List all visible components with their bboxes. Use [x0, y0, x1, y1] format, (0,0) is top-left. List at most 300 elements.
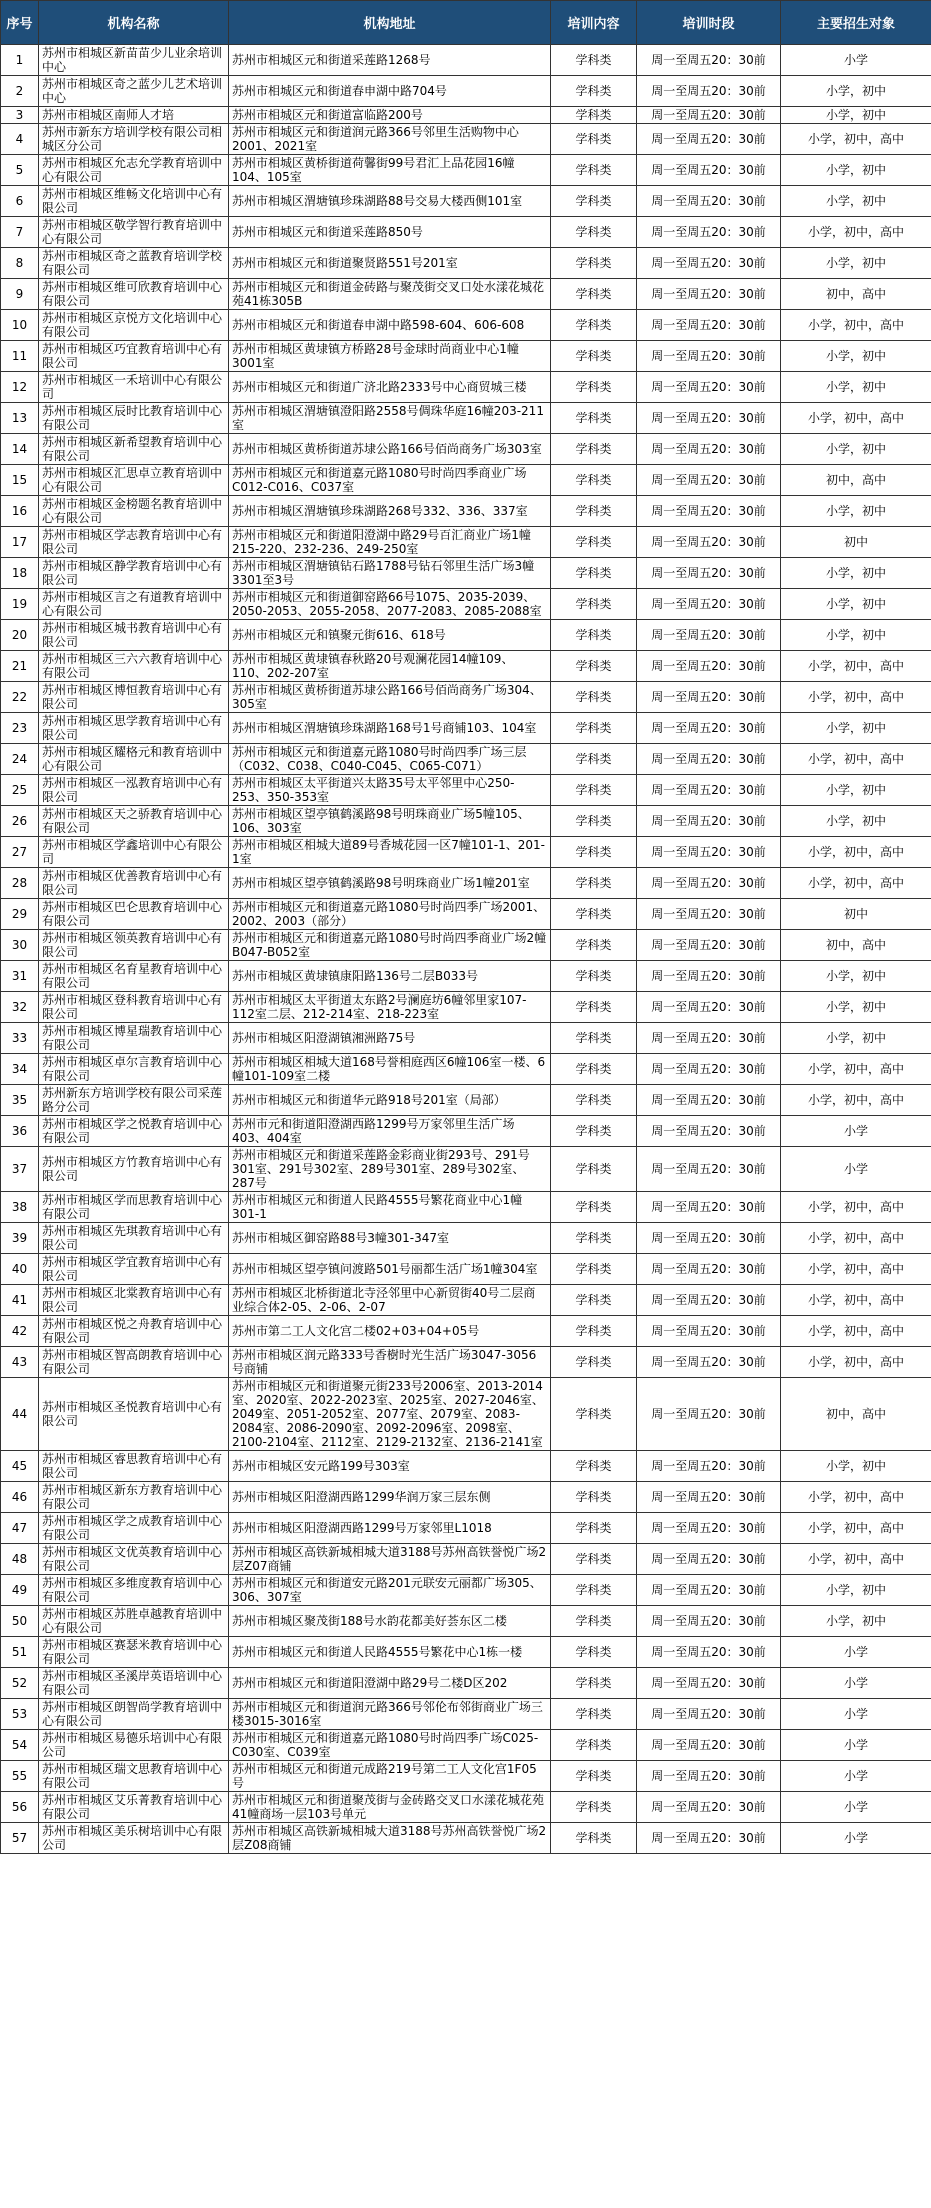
table-row — [1, 155, 931, 186]
row-no: 27 — [1, 837, 39, 868]
row-time: 周一至周五20：30前 — [637, 1192, 781, 1223]
row-target: 小学，初中 — [781, 496, 931, 527]
row-name: 苏州市相城区耀格元和教育培训中心有限公司 — [39, 744, 229, 775]
row-target: 初中，高中 — [781, 930, 931, 961]
row-name: 苏州市相城区辰时比教育培训中心有限公司 — [39, 403, 229, 434]
row-target: 小学，初中 — [781, 1575, 931, 1606]
row-no: 35 — [1, 1085, 39, 1116]
header-content: 培训内容 — [551, 1, 637, 45]
row-no: 47 — [1, 1513, 39, 1544]
row-time: 周一至周五20：30前 — [637, 868, 781, 899]
row-content: 学科类 — [551, 1730, 637, 1761]
row-target: 小学，初中 — [781, 558, 931, 589]
row-target: 小学，初中，高中 — [781, 1482, 931, 1513]
row-name: 苏州市相城区博恒教育培训中心有限公司 — [39, 682, 229, 713]
row-target: 小学，初中，高中 — [781, 1285, 931, 1316]
row-content: 学科类 — [551, 1513, 637, 1544]
row-time: 周一至周五20：30前 — [637, 1792, 781, 1823]
row-time: 周一至周五20：30前 — [637, 1823, 781, 1854]
row-no: 18 — [1, 558, 39, 589]
row-name: 苏州市相城区多维度教育培训中心有限公司 — [39, 1575, 229, 1606]
row-content: 学科类 — [551, 1637, 637, 1668]
header-address: 机构地址 — [229, 1, 551, 45]
table-row — [1, 1575, 931, 1606]
row-content: 学科类 — [551, 279, 637, 310]
row-name: 苏州市相城区悦之舟教育培训中心有限公司 — [39, 1316, 229, 1347]
row-content: 学科类 — [551, 713, 637, 744]
row-name: 苏州市相城区一泓教育培训中心有限公司 — [39, 775, 229, 806]
row-time: 周一至周五20：30前 — [637, 961, 781, 992]
row-name: 苏州市相城区新苗苗少儿业余培训中心 — [39, 45, 229, 76]
row-name: 苏州市相城区一禾培训中心有限公司 — [39, 372, 229, 403]
table-row — [1, 1823, 931, 1854]
row-name: 苏州市相城区博星瑞教育培训中心有限公司 — [39, 1023, 229, 1054]
row-address: 苏州市相城区望亭镇鹤溪路98号明珠商业广场5幢105、106、303室 — [229, 806, 551, 837]
row-name: 苏州市相城区苏胜卓越教育培训中心有限公司 — [39, 1606, 229, 1637]
row-no: 22 — [1, 682, 39, 713]
table-row — [1, 107, 931, 124]
row-name: 苏州市相城区巧宜教育培训中心有限公司 — [39, 341, 229, 372]
table-row — [1, 1451, 931, 1482]
row-name: 苏州市相城区学之悦教育培训中心有限公司 — [39, 1116, 229, 1147]
row-time: 周一至周五20：30前 — [637, 589, 781, 620]
row-content: 学科类 — [551, 341, 637, 372]
row-name: 苏州市相城区金榜题名教育培训中心有限公司 — [39, 496, 229, 527]
row-content: 学科类 — [551, 744, 637, 775]
row-name: 苏州市相城区南师人才培 — [39, 107, 229, 124]
row-time: 周一至周五20：30前 — [637, 1761, 781, 1792]
row-content: 学科类 — [551, 1378, 637, 1451]
row-no: 17 — [1, 527, 39, 558]
row-time: 周一至周五20：30前 — [637, 899, 781, 930]
row-target: 小学，初中 — [781, 1606, 931, 1637]
table-row — [1, 279, 931, 310]
row-target: 小学，初中，高中 — [781, 837, 931, 868]
row-no: 24 — [1, 744, 39, 775]
row-content: 学科类 — [551, 1606, 637, 1637]
row-no: 42 — [1, 1316, 39, 1347]
row-target: 小学，初中 — [781, 806, 931, 837]
row-no: 12 — [1, 372, 39, 403]
row-time: 周一至周五20：30前 — [637, 1054, 781, 1085]
row-content: 学科类 — [551, 930, 637, 961]
row-target: 小学，初中 — [781, 992, 931, 1023]
row-no: 43 — [1, 1347, 39, 1378]
row-address: 苏州市相城区黄埭镇春秋路20号观澜花园14幢109、110、202-207室 — [229, 651, 551, 682]
row-address: 苏州市相城区黄桥街道苏埭公路166号佰尚商务广场303室 — [229, 434, 551, 465]
row-name: 苏州市相城区汇思卓立教育培训中心有限公司 — [39, 465, 229, 496]
table-row — [1, 527, 931, 558]
table-row — [1, 961, 931, 992]
row-time: 周一至周五20：30前 — [637, 1347, 781, 1378]
row-content: 学科类 — [551, 775, 637, 806]
row-name: 苏州市相城区京悦方文化培训中心有限公司 — [39, 310, 229, 341]
row-target: 小学，初中，高中 — [781, 1192, 931, 1223]
row-no: 20 — [1, 620, 39, 651]
row-content: 学科类 — [551, 651, 637, 682]
table-row — [1, 558, 931, 589]
table-row — [1, 372, 931, 403]
row-time: 周一至周五20：30前 — [637, 992, 781, 1023]
row-no: 57 — [1, 1823, 39, 1854]
table-row — [1, 1192, 931, 1223]
row-no: 6 — [1, 186, 39, 217]
table-row — [1, 310, 931, 341]
row-content: 学科类 — [551, 1023, 637, 1054]
row-name: 苏州市相城区维畅文化培训中心有限公司 — [39, 186, 229, 217]
table-row — [1, 682, 931, 713]
row-content: 学科类 — [551, 1668, 637, 1699]
row-time: 周一至周五20：30前 — [637, 1023, 781, 1054]
row-no: 15 — [1, 465, 39, 496]
row-address: 苏州市相城区相城大道89号香城花园一区7幢101-1、201-1室 — [229, 837, 551, 868]
row-no: 32 — [1, 992, 39, 1023]
row-address: 苏州市相城区望亭镇鹤溪路98号明珠商业广场1幢201室 — [229, 868, 551, 899]
row-name: 苏州市相城区奇之蓝教育培训学校有限公司 — [39, 248, 229, 279]
table-row — [1, 620, 931, 651]
row-target: 小学，初中，高中 — [781, 1544, 931, 1575]
table-row — [1, 1544, 931, 1575]
row-target: 初中 — [781, 899, 931, 930]
row-no: 11 — [1, 341, 39, 372]
row-time: 周一至周五20：30前 — [637, 186, 781, 217]
row-name: 苏州市相城区思学教育培训中心有限公司 — [39, 713, 229, 744]
table-row — [1, 403, 931, 434]
row-address: 苏州市相城区阳澄湖西路1299华润万家三层东侧 — [229, 1482, 551, 1513]
row-no: 51 — [1, 1637, 39, 1668]
table-row — [1, 341, 931, 372]
header-time: 培训时段 — [637, 1, 781, 45]
row-no: 2 — [1, 76, 39, 107]
header-row — [1, 1, 931, 45]
table-row — [1, 713, 931, 744]
row-target: 小学，初中，高中 — [781, 1316, 931, 1347]
row-time: 周一至周五20：30前 — [637, 1116, 781, 1147]
row-no: 52 — [1, 1668, 39, 1699]
row-content: 学科类 — [551, 1223, 637, 1254]
table-row — [1, 1023, 931, 1054]
row-content: 学科类 — [551, 868, 637, 899]
row-time: 周一至周五20：30前 — [637, 930, 781, 961]
row-target: 小学，初中 — [781, 589, 931, 620]
row-target: 小学，初中，高中 — [781, 1223, 931, 1254]
table-row — [1, 1606, 931, 1637]
table-row — [1, 217, 931, 248]
row-address: 苏州市相城区渭塘镇珍珠湖路268号332、336、337室 — [229, 496, 551, 527]
row-target: 小学，初中 — [781, 713, 931, 744]
row-address: 苏州市相城区聚茂街188号水韵花都美好荟东区二楼 — [229, 1606, 551, 1637]
row-address: 苏州市相城区元和街道阳澄湖中路29号二楼D区202 — [229, 1668, 551, 1699]
table-row — [1, 1054, 931, 1085]
row-time: 周一至周五20：30前 — [637, 775, 781, 806]
row-address: 苏州市相城区黄埭镇康阳路136号二层B033号 — [229, 961, 551, 992]
row-content: 学科类 — [551, 1085, 637, 1116]
row-content: 学科类 — [551, 465, 637, 496]
table-row — [1, 434, 931, 465]
row-target: 小学 — [781, 1730, 931, 1761]
row-address: 苏州市相城区安元路199号303室 — [229, 1451, 551, 1482]
table-row — [1, 45, 931, 76]
row-content: 学科类 — [551, 899, 637, 930]
row-name: 苏州市相城区赛瑟米教育培训中心有限公司 — [39, 1637, 229, 1668]
row-time: 周一至周五20：30前 — [637, 651, 781, 682]
row-time: 周一至周五20：30前 — [637, 1147, 781, 1192]
row-address: 苏州市相城区元和镇聚元街616、618号 — [229, 620, 551, 651]
row-address: 苏州市相城区元和街道润元路366号邻伦布邻街商业广场三楼3015-3016室 — [229, 1699, 551, 1730]
table-row — [1, 248, 931, 279]
row-address: 苏州市相城区渭塘镇珍珠湖路88号交易大楼西侧101室 — [229, 186, 551, 217]
row-no: 16 — [1, 496, 39, 527]
row-no: 21 — [1, 651, 39, 682]
row-name: 苏州市相城区允志允学教育培训中心有限公司 — [39, 155, 229, 186]
row-no: 38 — [1, 1192, 39, 1223]
row-time: 周一至周五20：30前 — [637, 124, 781, 155]
row-address: 苏州市相城区高铁新城相城大道3188号苏州高铁誉悦广场2层Z07商铺 — [229, 1544, 551, 1575]
row-target: 小学，初中 — [781, 1451, 931, 1482]
row-content: 学科类 — [551, 45, 637, 76]
row-name: 苏州市相城区领英教育培训中心有限公司 — [39, 930, 229, 961]
row-time: 周一至周五20：30前 — [637, 496, 781, 527]
table-row — [1, 76, 931, 107]
row-target: 小学，初中，高中 — [781, 403, 931, 434]
row-no: 5 — [1, 155, 39, 186]
table-row — [1, 465, 931, 496]
row-address: 苏州市相城区渭塘镇澄阳路2558号倜珠华庭16幢203-211室 — [229, 403, 551, 434]
row-address: 苏州市相城区高铁新城相城大道3188号苏州高铁誉悦广场2层Z08商铺 — [229, 1823, 551, 1854]
row-name: 苏州市相城区艾乐菁教育培训中心有限公司 — [39, 1792, 229, 1823]
row-no: 49 — [1, 1575, 39, 1606]
row-address: 苏州市相城区元和街道富临路200号 — [229, 107, 551, 124]
row-name: 苏州市相城区卓尔言教育培训中心有限公司 — [39, 1054, 229, 1085]
row-address: 苏州市相城区元和街道采莲路金彩商业街293号、291号301室、291号302室、289号301室、289号302室、287号 — [229, 1147, 551, 1192]
row-name: 苏州市相城区学志教育培训中心有限公司 — [39, 527, 229, 558]
row-target: 小学，初中，高中 — [781, 651, 931, 682]
table-row — [1, 1730, 931, 1761]
row-target: 小学，初中 — [781, 155, 931, 186]
row-content: 学科类 — [551, 1544, 637, 1575]
row-target: 小学，初中 — [781, 775, 931, 806]
row-target: 小学 — [781, 1147, 931, 1192]
row-target: 小学 — [781, 1668, 931, 1699]
row-time: 周一至周五20：30前 — [637, 682, 781, 713]
row-target: 小学，初中 — [781, 961, 931, 992]
row-target: 小学，初中，高中 — [781, 1254, 931, 1285]
row-target: 小学 — [781, 1761, 931, 1792]
row-no: 55 — [1, 1761, 39, 1792]
row-name: 苏州市相城区先琪教育培训中心有限公司 — [39, 1223, 229, 1254]
row-address: 苏州市相城区元和街道润元路366号邻里生活购物中心2001、2021室 — [229, 124, 551, 155]
row-name: 苏州市相城区天之骄教育培训中心有限公司 — [39, 806, 229, 837]
table-row — [1, 1223, 931, 1254]
row-content: 学科类 — [551, 1192, 637, 1223]
row-time: 周一至周五20：30前 — [637, 310, 781, 341]
row-content: 学科类 — [551, 558, 637, 589]
row-time: 周一至周五20：30前 — [637, 155, 781, 186]
row-no: 31 — [1, 961, 39, 992]
row-target: 小学，初中，高中 — [781, 1513, 931, 1544]
row-target: 小学，初中 — [781, 186, 931, 217]
row-content: 学科类 — [551, 496, 637, 527]
row-address: 苏州市相城区黄桥街道荷馨街99号君汇上品花园16幢104、105室 — [229, 155, 551, 186]
row-content: 学科类 — [551, 1254, 637, 1285]
row-name: 苏州市相城区奇之蓝少儿艺术培训中心 — [39, 76, 229, 107]
table-row — [1, 651, 931, 682]
header-no: 序号 — [1, 1, 39, 45]
row-address: 苏州市相城区元和街道元成路219号第二工人文化宫1F05号 — [229, 1761, 551, 1792]
row-address: 苏州市相城区元和街道华元路918号201室（局部） — [229, 1085, 551, 1116]
row-content: 学科类 — [551, 124, 637, 155]
row-address: 苏州市相城区元和街道广济北路2333号中心商贸城三楼 — [229, 372, 551, 403]
row-no: 54 — [1, 1730, 39, 1761]
row-address: 苏州市元和街道阳澄湖西路1299号万家邻里生活广场403、404室 — [229, 1116, 551, 1147]
row-target: 小学，初中，高中 — [781, 1085, 931, 1116]
row-content: 学科类 — [551, 1285, 637, 1316]
row-time: 周一至周五20：30前 — [637, 1513, 781, 1544]
row-time: 周一至周五20：30前 — [637, 1637, 781, 1668]
row-no: 45 — [1, 1451, 39, 1482]
row-name: 苏州市相城区敬学智行教育培训中心有限公司 — [39, 217, 229, 248]
row-no: 13 — [1, 403, 39, 434]
row-target: 小学，初中，高中 — [781, 868, 931, 899]
row-time: 周一至周五20：30前 — [637, 76, 781, 107]
table-row — [1, 496, 931, 527]
row-no: 37 — [1, 1147, 39, 1192]
table-row — [1, 1668, 931, 1699]
row-target: 小学，初中 — [781, 372, 931, 403]
row-address: 苏州市相城区元和街道春申湖中路598-604、606-608 — [229, 310, 551, 341]
row-no: 44 — [1, 1378, 39, 1451]
row-address: 苏州市相城区元和街道金砖路与聚茂街交叉口处水漾花城花苑41栋305B — [229, 279, 551, 310]
row-address: 苏州市相城区黄埭镇方桥路28号金球时尚商业中心1幢3001室 — [229, 341, 551, 372]
table-row — [1, 837, 931, 868]
row-content: 学科类 — [551, 76, 637, 107]
row-time: 周一至周五20：30前 — [637, 1482, 781, 1513]
row-target: 初中，高中 — [781, 279, 931, 310]
row-time: 周一至周五20：30前 — [637, 1451, 781, 1482]
row-content: 学科类 — [551, 186, 637, 217]
row-time: 周一至周五20：30前 — [637, 341, 781, 372]
row-time: 周一至周五20：30前 — [637, 837, 781, 868]
row-name: 苏州新东方培训学校有限公司采莲路分公司 — [39, 1085, 229, 1116]
table-row — [1, 744, 931, 775]
row-target: 小学 — [781, 1823, 931, 1854]
row-content: 学科类 — [551, 961, 637, 992]
row-target: 小学 — [781, 45, 931, 76]
row-address: 苏州市相城区望亭镇问渡路501号丽都生活广场1幢304室 — [229, 1254, 551, 1285]
row-target: 小学 — [781, 1116, 931, 1147]
row-target: 小学，初中 — [781, 107, 931, 124]
row-name: 苏州市相城区城书教育培训中心有限公司 — [39, 620, 229, 651]
row-no: 48 — [1, 1544, 39, 1575]
row-name: 苏州市相城区言之有道教育培训中心有限公司 — [39, 589, 229, 620]
row-content: 学科类 — [551, 1761, 637, 1792]
row-name: 苏州市相城区易德乐培训中心有限公司 — [39, 1730, 229, 1761]
row-target: 小学，初中，高中 — [781, 1347, 931, 1378]
row-name: 苏州市新东方培训学校有限公司相城区分公司 — [39, 124, 229, 155]
row-content: 学科类 — [551, 527, 637, 558]
row-time: 周一至周五20：30前 — [637, 372, 781, 403]
row-time: 周一至周五20：30前 — [637, 1378, 781, 1451]
row-address: 苏州市相城区太平街道太东路2号澜庭坊6幢邻里家107-112室二层、212-214室、218-223室 — [229, 992, 551, 1023]
row-content: 学科类 — [551, 1699, 637, 1730]
row-target: 小学，初中，高中 — [781, 1054, 931, 1085]
row-no: 29 — [1, 899, 39, 930]
table-row — [1, 589, 931, 620]
row-content: 学科类 — [551, 1316, 637, 1347]
row-no: 1 — [1, 45, 39, 76]
row-address: 苏州市相城区元和街道嘉元路1080号时尚四季广场2001、2002、2003（部分） — [229, 899, 551, 930]
row-address: 苏州市相城区阳澄湖西路1299号万家邻里L1018 — [229, 1513, 551, 1544]
row-content: 学科类 — [551, 1451, 637, 1482]
table-row — [1, 186, 931, 217]
row-target: 初中 — [781, 527, 931, 558]
row-target: 小学，初中，高中 — [781, 124, 931, 155]
row-time: 周一至周五20：30前 — [637, 107, 781, 124]
row-address: 苏州市相城区元和街道人民路4555号繁花商业中心1幢301-1 — [229, 1192, 551, 1223]
row-name: 苏州市相城区学而思教育培训中心有限公司 — [39, 1192, 229, 1223]
row-address: 苏州市相城区北桥街道北寺泾邻里中心新贸街40号二层商业综合体2-05、2-06、2-07 — [229, 1285, 551, 1316]
row-content: 学科类 — [551, 1482, 637, 1513]
row-address: 苏州市相城区元和街道安元路201元联安元丽都广场305、306、307室 — [229, 1575, 551, 1606]
row-target: 小学 — [781, 1637, 931, 1668]
row-address: 苏州市相城区黄桥街道苏埭公路166号佰尚商务广场304、305室 — [229, 682, 551, 713]
row-address: 苏州市相城区元和街道嘉元路1080号时尚四季广场C025-C030室、C039室 — [229, 1730, 551, 1761]
row-no: 23 — [1, 713, 39, 744]
row-address: 苏州市相城区元和街道聚贤路551号201室 — [229, 248, 551, 279]
row-name: 苏州市相城区名育星教育培训中心有限公司 — [39, 961, 229, 992]
row-content: 学科类 — [551, 620, 637, 651]
row-content: 学科类 — [551, 1823, 637, 1854]
row-no: 28 — [1, 868, 39, 899]
row-time: 周一至周五20：30前 — [637, 1730, 781, 1761]
row-time: 周一至周五20：30前 — [637, 1285, 781, 1316]
row-address: 苏州市相城区太平街道兴太路35号太平邻里中心250-253、350-353室 — [229, 775, 551, 806]
row-time: 周一至周五20：30前 — [637, 620, 781, 651]
row-name: 苏州市相城区新东方教育培训中心有限公司 — [39, 1482, 229, 1513]
row-time: 周一至周五20：30前 — [637, 217, 781, 248]
table-row — [1, 1085, 931, 1116]
row-time: 周一至周五20：30前 — [637, 1085, 781, 1116]
row-content: 学科类 — [551, 806, 637, 837]
row-name: 苏州市相城区文优英教育培训中心有限公司 — [39, 1544, 229, 1575]
row-time: 周一至周五20：30前 — [637, 403, 781, 434]
row-address: 苏州市相城区元和街道采莲路1268号 — [229, 45, 551, 76]
row-no: 19 — [1, 589, 39, 620]
table-row — [1, 806, 931, 837]
row-address: 苏州市相城区渭塘镇钻石路1788号钻石邻里生活广场3幢3301至3号 — [229, 558, 551, 589]
row-no: 39 — [1, 1223, 39, 1254]
row-no: 46 — [1, 1482, 39, 1513]
row-address: 苏州市相城区御窑路88号3幢301-347室 — [229, 1223, 551, 1254]
row-target: 小学，初中 — [781, 434, 931, 465]
row-no: 53 — [1, 1699, 39, 1730]
row-content: 学科类 — [551, 1116, 637, 1147]
row-no: 50 — [1, 1606, 39, 1637]
row-content: 学科类 — [551, 589, 637, 620]
row-name: 苏州市相城区朗智尚学教育培训中心有限公司 — [39, 1699, 229, 1730]
row-address: 苏州市相城区元和街道春申湖中路704号 — [229, 76, 551, 107]
row-address: 苏州市相城区元和街道御窑路66号1075、2035-2039、2050-2053、2055-2058、2077-2083、2085-2088室 — [229, 589, 551, 620]
row-address: 苏州市相城区元和街道嘉元路1080号时尚四季广场三层（C032、C038、C040-C045、C065-C071） — [229, 744, 551, 775]
row-target: 小学，初中，高中 — [781, 310, 931, 341]
table-row — [1, 930, 931, 961]
row-time: 周一至周五20：30前 — [637, 1254, 781, 1285]
row-target: 小学，初中 — [781, 1023, 931, 1054]
header-name: 机构名称 — [39, 1, 229, 45]
row-no: 3 — [1, 107, 39, 124]
table-row — [1, 899, 931, 930]
row-target: 小学 — [781, 1699, 931, 1730]
